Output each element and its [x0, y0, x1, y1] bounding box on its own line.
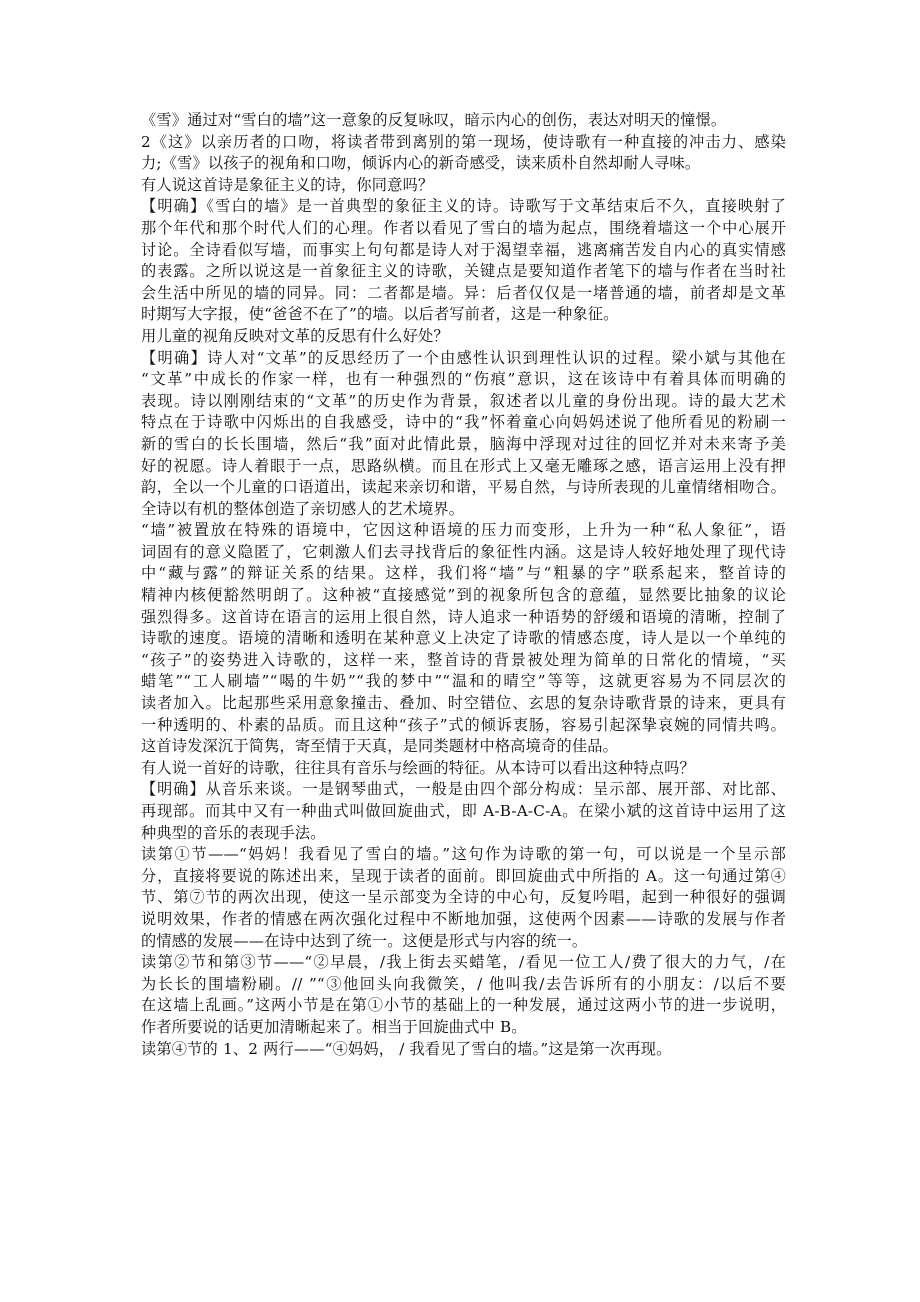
text-line: 会生活中所见的墙的同异。同：二者都是墙。异：后者仅仅是一堵普通的墙，前者却是文革	[141, 283, 786, 302]
text-line: 有人说一首好的诗歌，往往具有音乐与绘画的特征。从本诗可以看出这种特点吗？	[141, 758, 695, 777]
text-line: 中“藏与露”的辩证关系的结果。这样，我们将“墙”与“粗暴的字”联系起来，整首诗的	[141, 564, 786, 583]
text-line: 特点在于诗歌中闪烁出的自我感受，诗中的“我”怀着童心向妈妈述说了他所看见的粉刷一	[141, 413, 786, 432]
text-line: 【明确】诗人对“文革”的反思经历了一个由感性认识到理性认识的过程。梁小斌与其他在	[141, 348, 786, 367]
text-line: 【明确】从音乐来谈。一是钢琴曲式，一般是由四个部分构成：呈示部、展开部、对比部、	[141, 780, 786, 799]
text-line: 精神内核便豁然明朗了。这种被“直接感觉”到的视象所包含的意蕴，显然要比抽象的议论	[141, 586, 786, 605]
text-line: “文革”中成长的作家一样，也有一种强烈的“伤痕”意识，这在该诗中有着具体而明确的	[141, 370, 786, 389]
document-body	[141, 110, 786, 1060]
text-line: 读第①节——“妈妈！我看见了雪白的墙。”这句作为诗歌的第一句，可以说是一个呈示部	[141, 845, 786, 864]
text-line: 再现部。而其中又有一种曲式叫做回旋曲式，即 A-B-A-C-A。在梁小斌的这首诗中运用了这	[141, 802, 786, 820]
text-line: 韵，全以一个儿童的口语道出，读起来亲切和谐，平易自然，与诗所表现的儿童情绪相吻合。	[141, 478, 786, 497]
text-line: 的表露。之所以说这是一首象征主义的诗歌，关键点是要知道作者笔下的墙与作者在当时社	[141, 262, 786, 281]
text-line: 蜡笔”“工人刷墙”“喝的牛奶”“我的梦中”“温和的晴空”等等，这就更容易为不同层次的	[141, 672, 786, 691]
text-line: 时期写大字报，使“爸爸不在了”的墙。以后者写前者，这是一种象征。	[141, 305, 619, 324]
text-line: 讨论。全诗看似写墙，而事实上句句都是诗人对于渴望幸福，逃离痛苦发自内心的真实情感	[141, 240, 786, 259]
text-line: 作者所要说的话更加清晰起来了。相当于回旋曲式中 B。	[141, 1017, 527, 1036]
text-line: 表现。诗以刚刚结束的“文革”的历史作为背景，叙述者以儿童的身份出现。诗的最大艺术	[141, 391, 786, 410]
text-line: 为长长的围墙粉刷。// ”“③他回头向我微笑，/ 他叫我/去告诉所有的小朋友：/以后不要	[141, 974, 786, 993]
text-line: 强烈得多。这首诗在语言的运用上很自然，诗人追求一种语势的舒缓和语境的清晰，控制了	[141, 607, 786, 626]
text-line: “孩子”的姿势进入诗歌的，这样一来，整首诗的背景被处理为简单的日常化的情境，“买	[141, 650, 786, 669]
text-line: 【明确】《雪白的墙》是一首典型的象征主义的诗。诗歌写于文革结束后不久，直接映射了	[141, 197, 786, 216]
text-line: 分，直接将要说的陈述出来，呈现于读者的面前。即回旋曲式中所指的 A。这一句通过第④	[141, 866, 786, 885]
text-line: 力;《雪》以孩子的视角和口吻，倾诉内心的新奇感受，读来质朴自然却耐人寻味。	[141, 154, 701, 173]
text-line: 好的祝愿。诗人着眼于一点，思路纵横。而且在形式上又毫无雕琢之感，语言运用上没有押	[141, 456, 786, 475]
text-line: 种典型的音乐的表现手法。	[141, 823, 326, 842]
text-line: 一种透明的、朴素的品质。而且这种“孩子”式的倾诉衷肠，容易引起深挚哀婉的同情共鸣。	[141, 715, 786, 734]
text-line: 有人说这首诗是象征主义的诗，你同意吗？	[141, 175, 434, 194]
text-line: 词固有的意义隐匿了，它刺激人们去寻找背后的象征性内涵。这是诗人较好地处理了现代诗	[141, 542, 786, 561]
text-line: 这首诗发深沉于简隽，寄至情于天真，是同类题材中格高境奇的佳品。	[141, 737, 619, 756]
text-line: 说明效果，作者的情感在两次强化过程中不断地加强，这使两个因素——诗歌的发展与作者	[141, 909, 786, 928]
text-line: 那个年代和那个时代人们的心理。作者以看见了雪白的墙为起点，围绕着墙这一个中心展开	[141, 218, 786, 237]
text-line: 的情感的发展——在诗中达到了统一。这便是形式与内容的统一。	[141, 931, 588, 950]
text-line: 2《这》以亲历者的口吻，将读者带到离别的第一现场，使诗歌有一种直接的冲击力、感染	[141, 132, 786, 151]
text-line: 读第②节和第③节——“②早晨，/我上街去买蜡笔，/看见一位工人/费了很大的力气，/在	[141, 953, 786, 972]
text-line: 全诗以有机的整体创造了亲切感人的艺术境界。	[141, 499, 465, 518]
text-line: 在这墙上乱画。”这两小节是在第①小节的基础上的一种发展，通过这两小节的进一步说明，	[141, 996, 786, 1015]
text-line: 用儿童的视角反映对文革的反思有什么好处？	[141, 326, 449, 345]
text-line: 《雪》通过对“雪白的墙”这一意象的反复咏叹，暗示内心的创伤，表达对明天的憧憬。	[141, 111, 727, 129]
text-line: 读第④节的 1、2 两行——“④妈妈， / 我看见了雪白的墙。”这是第一次再现。	[141, 1039, 672, 1058]
text-line: “墙”被置放在特殊的语境中，它因这种语境的压力而变形，上升为一种“私人象征”，语	[141, 521, 786, 540]
text-line: 新的雪白的长长围墙，然后“我”面对此情此景，脑海中浮现对过往的回忆并对未来寄予美	[141, 434, 786, 453]
text-line: 节、第⑦节的两次出现，使这一呈示部变为全诗的中心句，反复吟唱，起到一种很好的强调	[141, 888, 786, 907]
text-line: 读者加入。比起那些采用意象撞击、叠加、时空错位、玄思的复杂诗歌背景的诗来，更具有	[141, 694, 786, 713]
text-line: 诗歌的速度。语境的清晰和透明在某种意义上决定了诗歌的情感态度，诗人是以一个单纯的	[141, 629, 786, 648]
